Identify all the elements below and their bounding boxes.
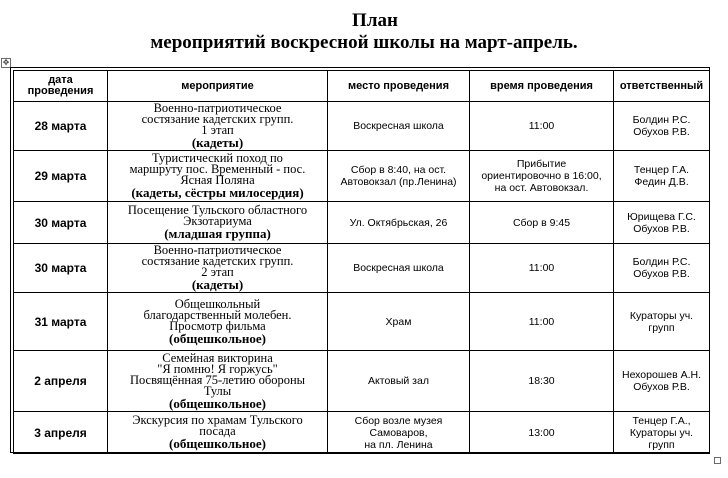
event-group: (младшая группа) bbox=[164, 226, 271, 241]
cell-responsible: Нехорошев А.Н. Обухов Р.В. bbox=[614, 351, 710, 412]
cell-responsible: Болдин Р.С. Обухов Р.В. bbox=[614, 244, 710, 293]
title-line-2: мероприятий воскресной школы на март-апрель. bbox=[150, 32, 578, 53]
header-date: дата проведения bbox=[14, 71, 108, 102]
cell-place: Сбор возле музея Самоваров, на пл. Ленина bbox=[328, 412, 470, 454]
resize-handle-icon[interactable] bbox=[714, 457, 721, 464]
event-description: Экскурсия по храмам Тульского посада bbox=[132, 413, 303, 438]
cell-date: 28 марта bbox=[14, 102, 108, 151]
cell-place: Ул. Октябрьская, 26 bbox=[328, 202, 470, 244]
cell-time: 18:30 bbox=[470, 351, 614, 412]
cell-event bbox=[108, 351, 328, 412]
cell-event bbox=[108, 151, 328, 202]
cell-event bbox=[108, 202, 328, 244]
event-description: Туристический поход по маршруту пос. Временный - пос. Ясная Поляна bbox=[129, 151, 306, 187]
cell-time: 11:00 bbox=[470, 244, 614, 293]
events-table bbox=[13, 70, 710, 454]
event-description: Общешкольный благодарственный молебен. Просмотр фильма bbox=[143, 296, 292, 333]
event-group: (общешкольное) bbox=[169, 436, 266, 451]
move-anchor-icon[interactable]: ✥ bbox=[2, 58, 10, 67]
event-group: (кадеты) bbox=[191, 135, 244, 150]
table-row bbox=[14, 293, 710, 351]
cell-event bbox=[108, 244, 328, 293]
cell-event bbox=[108, 412, 328, 454]
table-row bbox=[14, 202, 710, 244]
cell-place: Воскресная школа bbox=[328, 244, 470, 293]
cell-time: 11:00 bbox=[470, 102, 614, 151]
cell-date: 29 марта bbox=[14, 151, 108, 202]
cell-time: Прибытие ориентировочно в 16:00, на ост. Автовокзал. bbox=[470, 151, 614, 202]
document-title bbox=[0, 10, 728, 54]
cell-responsible: Тенцер Г.А. Федин Д.В. bbox=[614, 151, 710, 202]
table-header-row bbox=[14, 71, 710, 102]
cell-time: Сбор в 9:45 bbox=[470, 202, 614, 244]
cell-date: 2 апреля bbox=[14, 351, 108, 412]
table-row bbox=[14, 412, 710, 454]
event-group: (общешкольное) bbox=[169, 395, 266, 411]
cell-responsible: Юрищева Г.С. Обухов Р.В. bbox=[614, 202, 710, 244]
table-row bbox=[14, 102, 710, 151]
cell-date: 30 марта bbox=[14, 244, 108, 293]
cell-place: Храм bbox=[328, 293, 470, 351]
title-line-1: План bbox=[352, 10, 398, 31]
table-row bbox=[14, 151, 710, 202]
cell-event bbox=[108, 293, 328, 351]
cell-time: 11:00 bbox=[470, 293, 614, 351]
header-event: мероприятие bbox=[108, 71, 328, 102]
cell-responsible: Кураторы уч. групп bbox=[614, 293, 710, 351]
event-description: Военно-патриотическое состязание кадетских групп. 1 этап bbox=[141, 101, 294, 137]
header-responsible: ответственный bbox=[614, 71, 710, 102]
cell-responsible: Тенцер Г.А., Кураторы уч. групп bbox=[614, 412, 710, 454]
events-table-frame bbox=[10, 67, 710, 453]
event-group: (общешкольное) bbox=[169, 330, 266, 346]
cell-responsible: Болдин Р.С. Обухов Р.В. bbox=[614, 102, 710, 151]
cell-date: 3 апреля bbox=[14, 412, 108, 454]
cell-place: Сбор в 8:40, на ост. Автовокзал (пр.Ленина) bbox=[328, 151, 470, 202]
table-row bbox=[14, 351, 710, 412]
header-time: время проведения bbox=[470, 71, 614, 102]
event-group: (кадеты, сёстры милосердия) bbox=[131, 185, 304, 200]
cell-time: 13:00 bbox=[470, 412, 614, 454]
event-description: Семейная викторина "Я помню! Я горжусь" Посвящённая 75-летию обороны Тулы bbox=[129, 350, 306, 398]
event-description: Посещение Тульского областного Экзотариума bbox=[127, 203, 308, 228]
table-row bbox=[14, 244, 710, 293]
event-description: Военно-патриотическое состязание кадетских групп. 2 этап bbox=[141, 243, 294, 279]
cell-place: Актовый зал bbox=[328, 351, 470, 412]
event-group: (кадеты) bbox=[191, 277, 244, 292]
cell-date: 30 марта bbox=[14, 202, 108, 244]
cell-place: Воскресная школа bbox=[328, 102, 470, 151]
header-place: место проведения bbox=[328, 71, 470, 102]
cell-date: 31 марта bbox=[14, 293, 108, 351]
cell-event bbox=[108, 102, 328, 151]
